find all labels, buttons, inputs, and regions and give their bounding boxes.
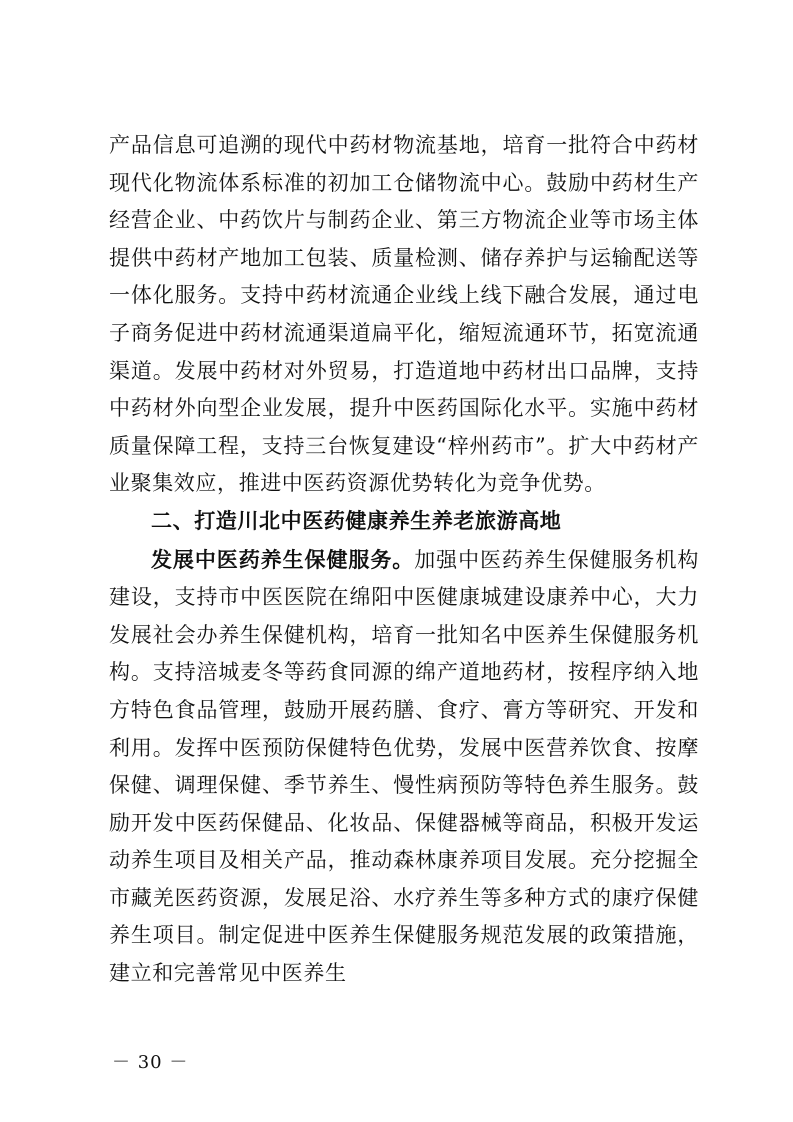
- page-number: － 30 －: [112, 1052, 189, 1073]
- paragraph-lead: 发展中医药养生保健服务。: [151, 546, 415, 572]
- paragraph-health-services: [109, 541, 699, 993]
- section-heading: 二、打造川北中医药健康养生养老旅游高地: [151, 508, 562, 533]
- paragraph-body: 加强中医药养生保健服务机构建设，支持市中医医院在绵阳中医健康城建设康养中心，大力发展社会办养生保健机构，培育一批知名中医养生保健服务机构。支持涪城麦冬等药食同源的绵产道地药材，按程序纳入地方特色食品管理，鼓励开展药膳、食疗、膏方等研究、开发和利用。发挥中医预防保健特色优势，发展中医营养饮食、按摩保健、调理保健、季节养生、慢性病预防等特色养生服务。鼓励开发中医药保健品、化妆品、保健器械等商品，积极开发运动养生项目及相关产品，推动森林康养项目发展。充分挖掘全市藏羌医药资源，发展足浴、水疗养生等多种方式的康疗保健养生项目。制定促进中医养生保健服务规范发展的政策措施，建立和完善常见中医养生: [109, 547, 699, 986]
- paragraph-continued: 产品信息可追溯的现代中药材物流基地，培育一批符合中药材现代化物流体系标准的初加工仓储物流中心。鼓励中药材生产经营企业、中药饮片与制药企业、第三方物流企业等市场主体提供中药材产地加工包装、质量检测、储存养护与运输配送等一体化服务。支持中药材流通企业线上线下融合发展，通过电子商务促进中药材流通渠道扁平化，缩短流通环节，拓宽流通渠道。发展中药材对外贸易，打造道地中药材出口品牌，支持中药材外向型企业发展，提升中医药国际化水平。实施中药材质量保障工程，支持三台恢复建设“梓州药市”。扩大中药材产业聚集效应，推进中医药资源优势转化为竞争优势。: [109, 133, 699, 496]
- document-body: [109, 127, 699, 993]
